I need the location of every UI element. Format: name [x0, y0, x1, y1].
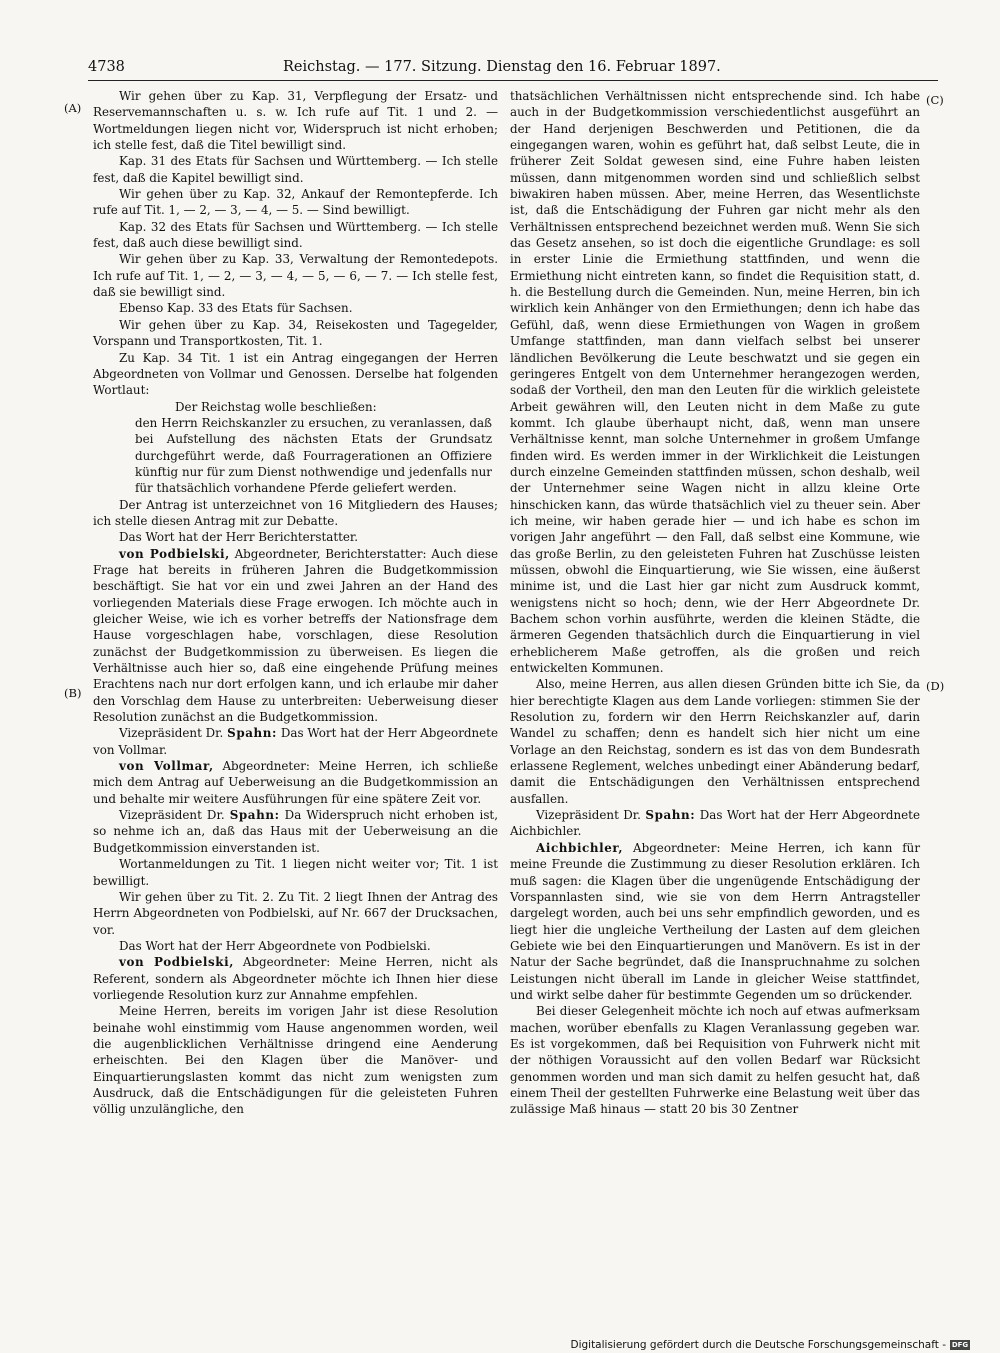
running-title: Reichstag. — 177. Sitzung. Dienstag den 16. Februar 1897. — [283, 59, 721, 75]
paragraph: Wir gehen über zu Kap. 32, Ankauf der Remontepferde. Ich rufe auf Tit. 1, — 2, — 3, — 4, — 5. — Sind bewilligt. — [93, 187, 498, 218]
speech-text: Abgeordneter, Berichterstatter: Auch diese Frage hat bereits in früheren Jahren die Budgetkommission beschäftigt. Sie hat vor ein und zwei Jahren an der Hand des vorliegenden Materials diese Frage erwogen. Ich möchte auch in gleicher Weise, wie ich es vorher betreffs der Nationsfrage dem Hause vorgeschlagen habe, vorschlagen, diese Resolution zunächst der Budgetkommission zu überweisen. Es liegen die Verhältnisse auch hier so, daß eine eingehende Prüfung meines Erachtens nach nur dort erfolgen kann, und ich erlaube mir daher den Vorschlag dem Hause zu unterbreiten: Ueberweisung dieser Resolution zunächst an die Budgetkommission. — [93, 546, 499, 725]
speech — [93, 546, 498, 726]
speech — [93, 807, 498, 856]
speech-text: Das Wort hat der Herr Abgeordnete von Vollmar. — [93, 726, 498, 757]
speech — [93, 758, 498, 807]
paragraph: Das Wort hat der Herr Berichterstatter. — [119, 530, 359, 545]
dfg-logo-icon: DFG — [951, 1341, 969, 1349]
speaker-name: Spahn: — [229, 808, 280, 823]
speech — [510, 807, 920, 840]
motion-heading: Der Reichstag wolle beschließen: — [175, 399, 377, 414]
margin-marker-a: (A) — [64, 101, 82, 115]
speaker-name: von Podbielski, — [119, 546, 230, 561]
paragraph: Kap. 31 des Etats für Sachsen und Württemberg. — Ich stelle fest, daß die Kapitel bewilligt sind. — [93, 154, 498, 185]
right-column — [510, 88, 920, 1118]
speech-text: Abgeordneter: Meine Herren, ich kann für meine Freunde die Zustimmung zu dieser Resolution erklären. Ich muß sagen: die Klagen über die ungenügende Entschädigung der Vorspannlasten sind, wie sie von dem Herrn Antragsteller dargelegt worden, auch bei uns sehr empfindlich geworden, und es liegt hier die ungleiche Vertheilung der Lasten auf dem gleichen Gebiete wie bei den Einquartierungen und Manövern. Es ist in der Natur der Sache begründet, daß die Inanspruchnahme zu solchen Leistungen nicht überall im Lande in gleicher Weise stattfindet, und wirkt selbe daher für bestimmte Gegenden um so drückender. — [510, 840, 921, 1002]
paragraph: Bei dieser Gelegenheit möchte ich noch auf etwas aufmerksam machen, worüber ebenfalls zu Klagen Veranlassung gegeben war. Es ist vorgekommen, daß bei Requisition von Fuhrwerk nicht mit der nöthigen Voraussicht auf den vollen Bedarf war Rücksicht genommen worden und man sich damit zu helfen gesucht hat, daß einem Theil der gestellten Fuhrwerke eine Belastung weit über das zulässige Maß hinaus — statt 20 bis 30 Zentner — [510, 1004, 920, 1117]
left-column — [93, 88, 498, 1118]
speech — [93, 954, 498, 1003]
margin-marker-c: (C) — [926, 93, 944, 107]
digitization-credit — [570, 1339, 970, 1351]
credit-text: Digitalisierung gefördert durch die Deutsche Forschungsgemeinschaft - — [570, 1339, 946, 1351]
speaker-name: Spahn: — [227, 726, 278, 741]
paragraph: Wir gehen über zu Kap. 34, Reisekosten und Tagegelder, Vorspann und Transportkosten, Tit. 1. — [93, 317, 498, 349]
paragraph: thatsächlichen Verhältnissen nicht entsprechende sind. Ich habe auch in der Budgetkommission verschiedentlichst ausgeführt an der Hand derjenigen Beschwerden und Petitionen, die da eingegangen waren, wohin es geführt hat, daß selbst Leute, die in früherer Zeit Soldat gewesen sind, eine Fuhre haben leisten müssen, dann mitgenommen worden sind und schließlich selbst biwakiren haben müssen. Aber, meine Herren, das Wesentlichste ist, daß die Entschädigung der Fuhren gar nicht mehr als den Verhältnissen entsprechend bezeichnet werden muß. Wenn Sie sich das Gesetz ansehen, so ist doch die eigentliche Grundlage: es soll in erster Linie die Ermiethung stattfinden, und wenn die Ermiethung nicht eintreten kann, so findet die Requisition statt, d. h. die Bestellung durch die Gemeinden. Nun, meine Herren, bin ich wirklich kein Anhänger von den Ermiethungen; denn ich habe das Gefühl, daß, wenn diese Ermiethungen von Wagen in großem Umfange stattfinden, man dann vielfach selbst bei unserer ländlichen Bevölkerung die Leute beschwatzt und sie gegen ein geringeres Entgelt von dem Unternehmer herangezogen werden, sodaß der Vortheil, den man den Leuten für die wirklich geleistete Arbeit gewähren will, den Leuten nicht in dem Maße zu gute kommt. Ich glaube überhaupt nicht, daß, wenn man unsere Verhältnisse kennt, man solche Unternehmer in großem Umfange finden wird. Es werden immer in der Wirklichkeit die Leistungen durch einzelne Gemeinden stattfinden müssen, schon deshalb, weil der Unternehmer seine Wagen nicht in allzu kleine Orte hinschicken kann, das würde thatsächlich viel zu theuer sein. Aber ich meine, wir haben gerade hier — und ich habe es schon im vorigen Jahr angeführt — den Fall, daß selbst eine Kommune, wie das große Berlin, zu den geleisteten Fuhren hat Zuschüsse leisten müssen, obwohl die Einquartierung, wie Sie wissen, eine äußerst minime ist, und die Last hier gar nicht zum Ausdruck kommt, wenigstens nicht so hoch; denn, wie der Herr Abgeordnete Dr. Bachem schon vorhin ausführte, werden die kleinen Städte, die ärmeren Gegenden thatsächlich durch die Einquartierung in viel erheblicherem Maße getroffen, als die großen und reich entwickelten Kommunen. — [510, 89, 920, 676]
speaker-name: Aichbichler, — [536, 840, 624, 855]
speech — [93, 725, 498, 758]
paragraph: Wortanmeldungen zu Tit. 1 liegen nicht weiter vor; Tit. 1 ist bewilligt. — [93, 857, 498, 888]
speech-text: Abgeordneter: Meine Herren, ich schließe mich dem Antrag auf Ueberweisung an die Budgetkommission an und behalte mir weitere Ausführungen für eine spätere Zeit vor. — [93, 759, 498, 806]
header-rule — [88, 80, 938, 81]
paragraph: Zu Kap. 34 Tit. 1 ist ein Antrag eingegangen der Herren Abgeordneten von Vollmar und Genossen. Derselbe hat folgenden Wortlaut: — [93, 350, 498, 398]
paragraph: Also, meine Herren, aus allen diesen Gründen bitte ich Sie, da hier berechtigte Klagen aus dem Lande vorliegen: stimmen Sie der Resolution zu, fordern wir den Herrn Reichskanzler auf, darin Wandel zu schaffen; denn es handelt sich hier nicht um eine Vorlage an den Reichstag, sondern es ist das von dem Bundesrath erlassene Reglement, welches unbedingt einer Abänderung bedarf, damit die Entschädigungen den Verhältnissen entsprechend ausfallen. — [510, 677, 920, 806]
paragraph: Wir gehen über zu Kap. 31, Verpflegung der Ersatz- und Reservemannschaften u. s. w. Ich rufe auf Tit. 1 und 2. — Wortmeldungen liegen nicht vor, Widerspruch ist nicht erhoben; ich stelle fest, daß die Titel bewilligt sind. — [93, 89, 498, 153]
paragraph: Das Wort hat der Herr Abgeordnete von Podbielski. — [119, 938, 431, 953]
vp-prefix: Vizepräsident Dr. — [119, 726, 224, 741]
paragraph: Wir gehen über zu Kap. 33, Verwaltung der Remontedepots. Ich rufe auf Tit. 1, — 2, — 3, — 4, — 5, — 6, — 7. — Ich stelle fest, daß sie bewilligt sind. — [93, 252, 498, 300]
speech-text: Da Widerspruch nicht erhoben ist, so nehme ich an, daß das Haus mit der Ueberweisung an die Budgetkommission einverstanden ist. — [93, 808, 498, 855]
paragraph: Ebenso Kap. 33 des Etats für Sachsen. — [119, 301, 353, 316]
speaker-name: von Vollmar, — [119, 759, 214, 774]
vp-prefix: Vizepräsident Dr. — [536, 808, 641, 823]
margin-marker-d: (D) — [926, 679, 945, 693]
page-header — [88, 56, 938, 78]
speaker-name: Spahn: — [645, 808, 696, 823]
paragraph: Kap. 32 des Etats für Sachsen und Württemberg. — Ich stelle fest, daß auch diese bewilligt sind. — [93, 219, 498, 251]
speaker-name: von Podbielski, — [119, 955, 235, 970]
paragraph: Der Antrag ist unterzeichnet von 16 Mitgliedern des Hauses; ich stelle diesen Antrag mit zur Debatte. — [93, 497, 498, 528]
margin-marker-b: (B) — [64, 686, 82, 700]
paragraph: Wir gehen über zu Tit. 2. Zu Tit. 2 liegt Ihnen der Antrag des Herrn Abgeordneten von Podbielski, auf Nr. 667 der Drucksachen, vor. — [93, 889, 498, 937]
paragraph: Meine Herren, bereits im vorigen Jahr ist diese Resolution beinahe wohl einstimmig vom Hause angenommen worden, weil die augenblicklichen Verhältnisse dringend eine Aenderung erheischten. Bei den Klagen über die Manöver- und Einquartierungslasten kommt das nicht zum wenigsten zum Ausdruck, daß die Entschädigungen für die geleisteten Fuhren völlig unzulängliche, den — [93, 1004, 498, 1117]
page-number: 4738 — [88, 59, 125, 75]
motion-text: den Herrn Reichskanzler zu ersuchen, zu veranlassen, daß bei Aufstellung des nächsten Etats der Grundsatz durchgeführt werde, daß Fourragerationen an Offiziere künftig nur für zum Dienst nothwendige und jedenfalls nur für thatsächlich vorhandene Pferde geliefert werden. — [135, 415, 492, 496]
speech-text: Abgeordneter: Meine Herren, nicht als Referent, sondern als Abgeordneter möchte ich Ihnen hier diese vorliegende Resolution kurz zur Annahme empfehlen. — [93, 955, 498, 1002]
speech — [510, 840, 920, 1003]
speech-text: Das Wort hat der Herr Abgeordnete Aichbichler. — [510, 808, 920, 839]
vp-prefix: Vizepräsident Dr. — [119, 808, 225, 823]
